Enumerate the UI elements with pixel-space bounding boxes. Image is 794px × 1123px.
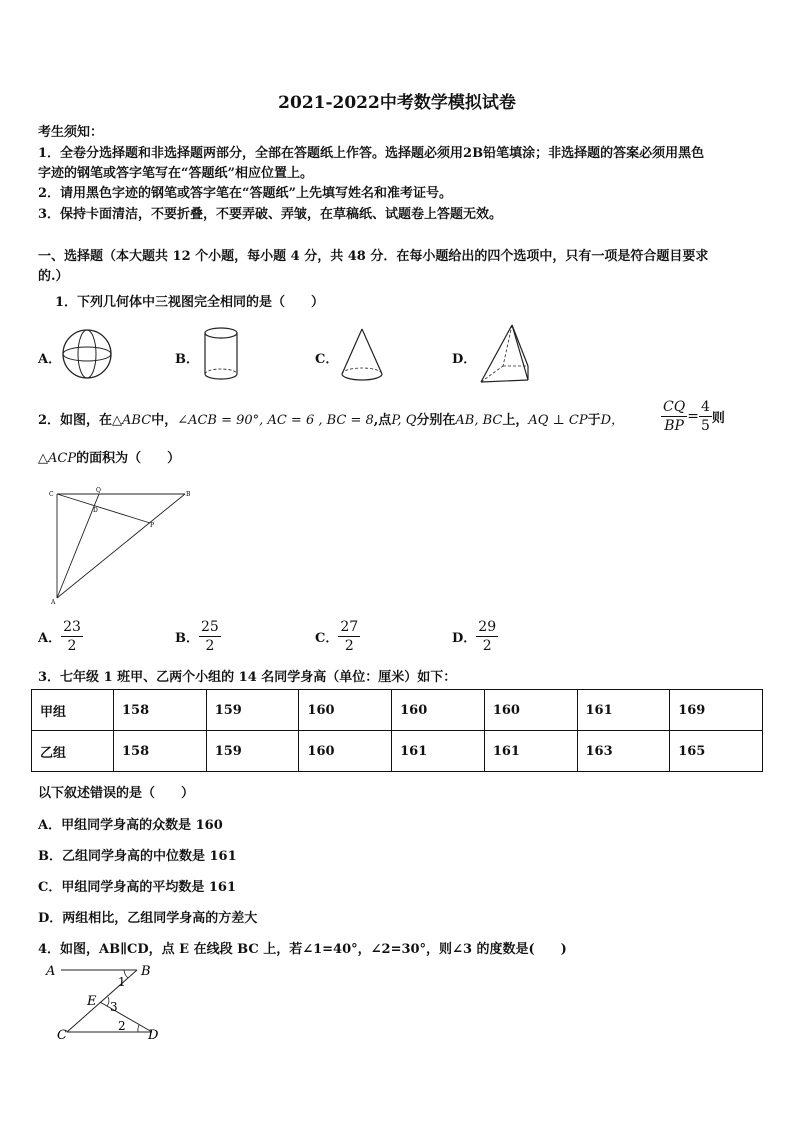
q2-label-q: Q: [96, 487, 101, 494]
q2-ratio-group: $\frac{CQ}{BP}$ = $\frac{4}{5}$ 则: [663, 399, 725, 434]
q4-label-b: B: [141, 964, 151, 979]
q2-option-c-den: 2: [344, 638, 354, 654]
q4-label-2: 2: [118, 1019, 126, 1033]
notice-line-1b: 字迹的钢笔或答字笔写在“答题纸”相应位置上。: [38, 166, 313, 181]
q4-label-1: 1: [118, 975, 126, 989]
q4-parallel-figure: [40, 960, 170, 1046]
q2-option-d-num: 29: [478, 619, 497, 635]
q1-option-c-label: C．: [315, 352, 339, 367]
height-table: [31, 689, 763, 772]
table-row: [32, 690, 763, 731]
q2-option-c: [315, 618, 360, 655]
table-cell-group: 乙组: [32, 731, 114, 772]
q3-option-c: C．甲组同学身高的平均数是 161: [38, 880, 237, 895]
table-cell: 161: [392, 731, 485, 772]
section-heading-line-2: 的.）: [38, 269, 69, 284]
q2-dian: ,点: [373, 413, 392, 428]
q4-label-a: A: [46, 964, 56, 979]
q3-question: 以下叙述错误的是（ ）: [38, 786, 195, 801]
q1-option-a-label: A．: [38, 352, 62, 367]
q2-fenbie: 分别在: [416, 413, 456, 428]
table-cell: 163: [577, 731, 670, 772]
table-cell: 158: [114, 731, 207, 772]
q2-d: D，: [600, 413, 625, 428]
q2-yu: 于: [587, 413, 601, 428]
q2-pq: P, Q: [391, 413, 417, 428]
notice-line-2: 2．请用黑色字迹的钢笔或答字笔在“答题纸”上先填写姓名和准考证号。: [38, 186, 453, 201]
q2-option-d-fraction: [476, 618, 498, 655]
q2-option-d-label: D．: [452, 631, 477, 646]
q3-option-d: D．两组相比，乙组同学身高的方差大: [38, 911, 258, 926]
q2-line2-text: 的面积为（ ）: [76, 451, 181, 466]
q2-option-d-den: 2: [482, 638, 492, 654]
notice-heading: 考生须知：: [38, 125, 104, 140]
q2-frac-den: BP: [664, 418, 684, 434]
pyramid-icon: [476, 322, 536, 386]
q2-option-b-num: 25: [201, 619, 219, 635]
sphere-icon: [60, 327, 114, 381]
table-cell: 159: [206, 690, 299, 731]
q2-option-a-den: 2: [67, 638, 77, 654]
table-cell: 159: [206, 731, 299, 772]
q2-line2-triangle: △ACP: [38, 451, 77, 466]
q2-ratio-num: 4: [700, 399, 710, 415]
q3-option-b: B．乙组同学身高的中位数是 161: [38, 849, 237, 864]
section-heading-line-1: 一、选择题（本大题共 12 个小题，每小题 4 分，共 48 分．在每小题给出的四个选项中，只有一项是符合题目要求: [38, 249, 709, 264]
q2-option-b-fraction: [199, 618, 221, 655]
q2-prefix: 2．如图，在: [38, 413, 113, 428]
q2-shang: 上，: [502, 413, 529, 428]
q2-sides: AB, BC: [455, 413, 503, 428]
q2-option-a-fraction: [61, 618, 83, 655]
notice-line-3: 3．保持卡面清洁，不要折叠，不要弄破、弄皱，在草稿纸、试题卷上答题无效。: [38, 207, 503, 222]
q2-option-b-label: B．: [175, 631, 199, 646]
table-row: [32, 731, 763, 772]
cone-icon: [337, 326, 387, 384]
q2-label-p: P: [150, 522, 155, 529]
q2-label-d: D: [93, 507, 98, 514]
table-cell: 160: [484, 690, 577, 731]
q2-triangle: △ABC: [112, 413, 152, 428]
table-cell: 161: [484, 731, 577, 772]
q2-option-d: [452, 618, 498, 655]
table-cell: 169: [670, 690, 763, 731]
q2-option-a-num: 23: [63, 619, 81, 635]
q1-option-d-label: D．: [452, 352, 477, 367]
q3-option-a: A．甲组同学身高的众数是 160: [38, 818, 223, 833]
q2-perp: AQ ⊥ CP: [528, 413, 588, 428]
q2-option-b-den: 2: [205, 638, 215, 654]
q2-label-b: B: [186, 491, 191, 498]
q2-frac-num: CQ: [663, 399, 686, 415]
q4-label-d: D: [148, 1028, 159, 1043]
q2-fraction-ratio: [699, 398, 712, 435]
q2-zhong: 中，: [151, 413, 178, 428]
q2-option-a: [38, 618, 83, 655]
q4-stem: 4．如图，AB∥CD，点 E 在线段 BC 上，若∠1=40°，∠2=30°，则∠3 的度数是( ): [38, 942, 567, 957]
q2-option-c-fraction: [338, 618, 360, 655]
q2-option-a-label: A．: [38, 631, 62, 646]
q4-label-c: C: [57, 1028, 67, 1043]
q4-label-3: 3: [110, 1000, 118, 1014]
q2-fraction-cq-bp: [661, 398, 687, 435]
table-cell: 160: [299, 731, 392, 772]
table-cell: 158: [114, 690, 207, 731]
cylinder-icon: [198, 325, 244, 383]
page-title: 2021-2022中考数学模拟试卷: [278, 93, 516, 113]
q4-label-e: E: [87, 994, 97, 1009]
table-cell: 165: [670, 731, 763, 772]
notice-line-1a: 1．全卷分选择题和非选择题两部分，全部在答题纸上作答。选择题必须用2B铅笔填涂；非选择题的答案必须用黑色: [38, 146, 705, 161]
q3-stem: 3．七年级 1 班甲、乙两个小组的 14 名同学身高（单位：厘米）如下：: [38, 670, 457, 685]
table-cell: 161: [577, 690, 670, 731]
q2-ratio-den: 5: [700, 418, 710, 434]
q2-stem-line-2: [38, 447, 180, 466]
table-cell: 160: [299, 690, 392, 731]
q1-stem: 1．下列几何体中三视图完全相同的是（ ）: [55, 295, 325, 310]
q2-triangle-figure: [46, 484, 196, 606]
q1-option-b-label: B．: [175, 352, 199, 367]
q2-label-c: C: [49, 491, 54, 498]
q2-option-b: [175, 618, 221, 655]
q2-option-c-label: C．: [315, 631, 339, 646]
q2-stem-line-1: [38, 409, 624, 428]
q2-ze: 则: [711, 411, 725, 426]
q2-label-a: A: [51, 599, 56, 606]
table-cell: 160: [392, 690, 485, 731]
q2-option-c-num: 27: [340, 619, 359, 635]
q2-conditions: ∠ACB = 90°, AC = 6 , BC = 8: [177, 413, 374, 428]
table-cell-group: 甲组: [32, 690, 114, 731]
